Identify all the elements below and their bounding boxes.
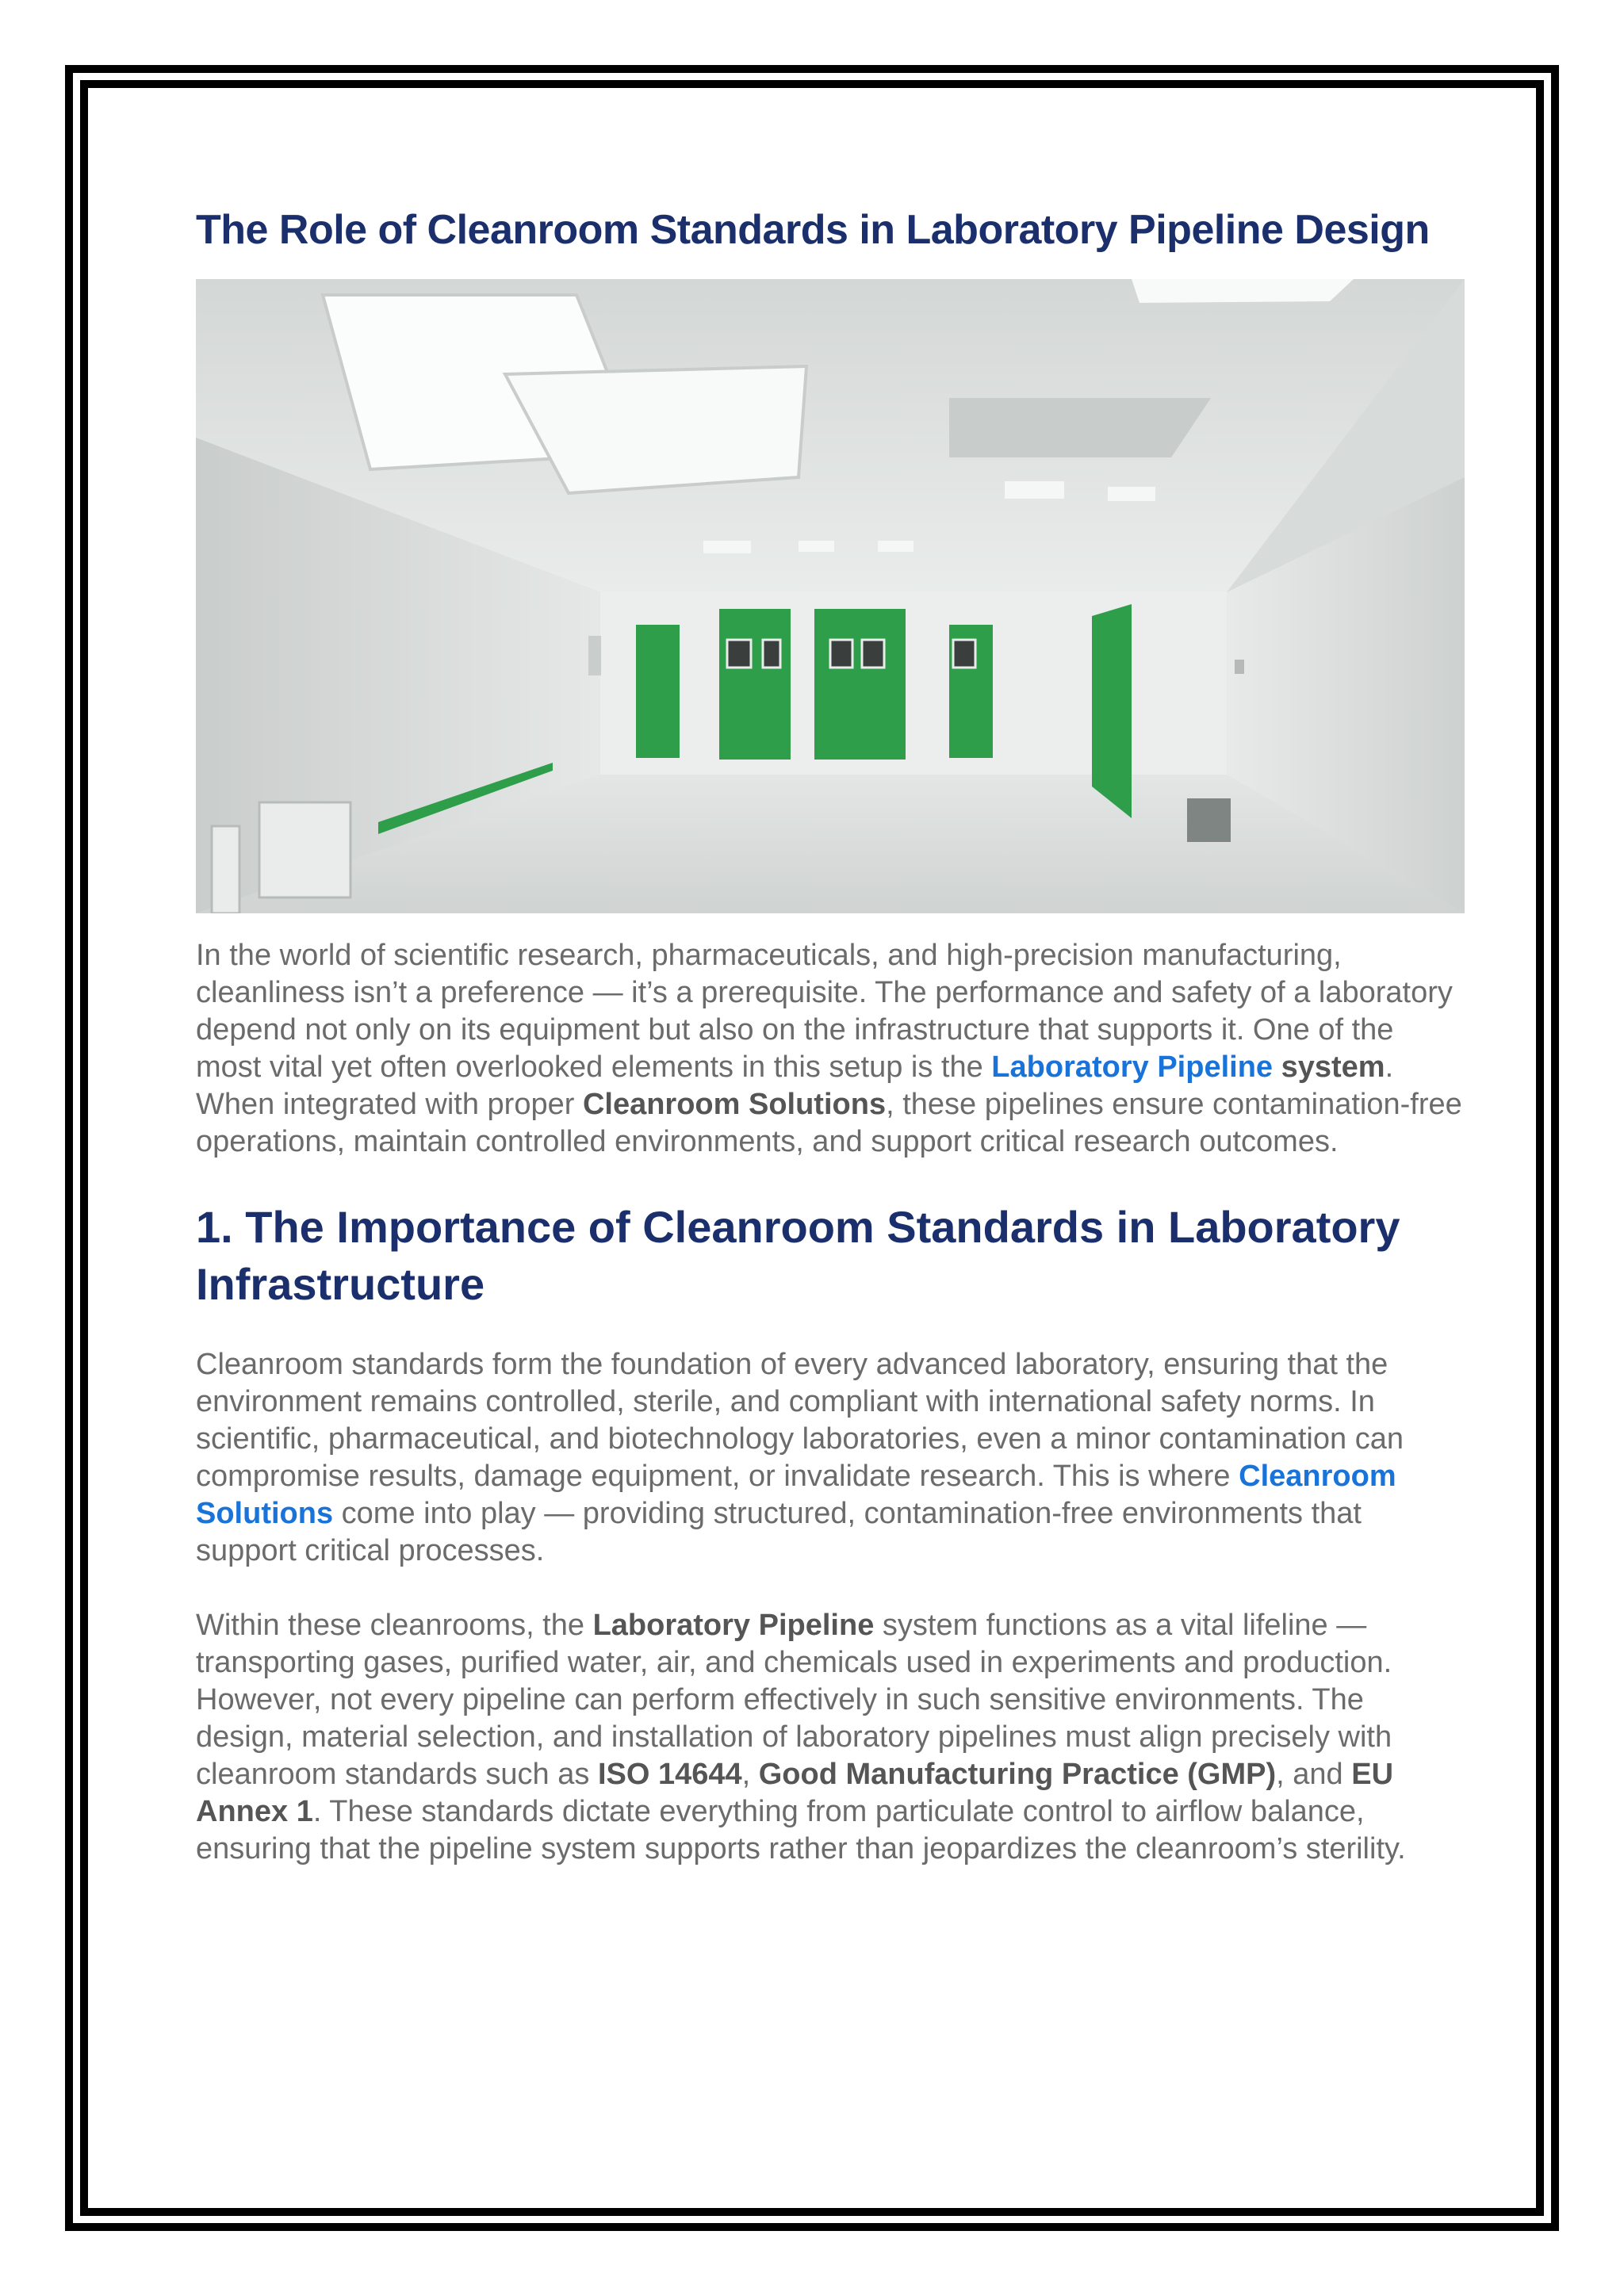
ceiling-light <box>799 541 834 552</box>
paragraph-text: . These standards dictate everything from particulate control to airflow balance, ensuring that the pipeline system supports rather than jeopardizes the cleanroom’s sterility. <box>196 1795 1406 1866</box>
door-window <box>953 640 975 668</box>
intro-text: , these pipelines ensure contamination-free operations, maintain controlled environments, and support critical research outcomes. <box>196 1088 1462 1158</box>
ceiling-light <box>1132 279 1354 303</box>
cleanroom-solutions-link[interactable]: Cleanroom Solutions <box>196 1460 1396 1530</box>
back-wall <box>600 592 1227 775</box>
iso-bold: ISO 14644 <box>597 1758 742 1791</box>
door-window <box>830 640 852 668</box>
wall-panel <box>588 636 601 675</box>
paragraph-text: Within these cleanrooms, the <box>196 1609 593 1642</box>
ceiling-light <box>1108 487 1155 501</box>
cleanroom-illustration <box>196 279 1465 913</box>
green-door <box>1092 604 1132 818</box>
cleanroom-photo <box>196 279 1465 913</box>
paragraph-text: , <box>741 1758 759 1791</box>
paragraph-text: Cleanroom standards form the foundation of every advanced laboratory, ensuring that the environment remains controlled, sterile, and compliant with international safety norms. In scientific, pharmaceutical, and biotechnology laboratories, even a minor contamination can compromise results, damage equipment, or invalidate research. This is where <box>196 1348 1404 1493</box>
green-door <box>814 609 906 760</box>
laboratory-pipeline-link[interactable]: Laboratory Pipeline <box>991 1050 1274 1084</box>
wall-switch <box>1235 660 1244 674</box>
laboratory-pipeline-bold: Laboratory Pipeline <box>592 1609 875 1642</box>
ceiling-light <box>703 541 751 553</box>
ceiling-light <box>1005 481 1064 499</box>
intro-paragraph <box>196 937 1465 1161</box>
section-paragraph-1 <box>196 1346 1465 1570</box>
wall-vent <box>212 826 239 913</box>
wall-vent <box>1187 798 1231 842</box>
green-door <box>636 625 680 758</box>
door-window <box>727 640 751 668</box>
section-heading: 1. The Importance of Cleanroom Standards in Laboratory Infrastructure <box>196 1202 1400 1309</box>
wall-vent <box>259 802 350 897</box>
system-bold: system <box>1273 1050 1385 1084</box>
ceiling-vent <box>949 398 1211 457</box>
ceiling-light <box>878 541 914 552</box>
door-window <box>763 640 780 668</box>
paragraph-text: system functions as a vital lifeline — transporting gases, purified water, air, and chemicals used in experiments and production. However, not every pipeline can perform effectively in such sensitive environments. The design, material selection, and installation of laboratory pipelines must align precisely with cleanroom standards such as <box>196 1609 1392 1791</box>
intro-text: . When integrated with proper <box>196 1050 1394 1121</box>
green-door <box>719 609 791 760</box>
document-content <box>196 198 1465 1868</box>
door-window <box>862 640 884 668</box>
paragraph-text: , and <box>1276 1758 1352 1791</box>
gmp-bold: Good Manufacturing Practice (GMP) <box>758 1758 1277 1791</box>
section-paragraph-2 <box>196 1607 1465 1868</box>
paragraph-text: come into play — providing structured, contamination-free environments that support critical processes. <box>196 1497 1362 1567</box>
cleanroom-solutions-bold: Cleanroom Solutions <box>582 1088 887 1121</box>
eu-annex-bold: EU Annex 1 <box>196 1758 1394 1828</box>
document-title: The Role of Cleanroom Standards in Laboratory Pipeline Design <box>196 207 1430 253</box>
intro-text: In the world of scientific research, pharmaceuticals, and high-precision manufacturing, cleanliness isn’t a preference — it’s a prerequisite. The performance and safety of a laboratory depend not only on its equipment but also on the infrastructure that supports it. One of the most vital yet often overlooked elements in this setup is the <box>196 939 1453 1084</box>
